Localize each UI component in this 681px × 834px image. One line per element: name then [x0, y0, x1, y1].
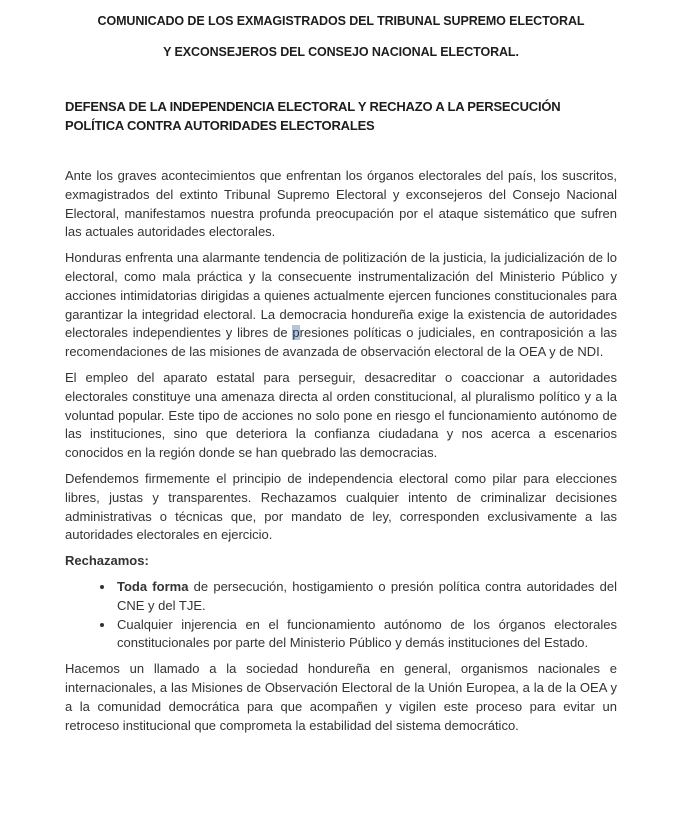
- document-subtitle: DEFENSA DE LA INDEPENDENCIA ELECTORAL Y RECHAZO A LA PERSECUCIÓN POLÍTICA CONTRA AUTORIDADES ELECTORALES: [65, 99, 561, 133]
- list-item-text: de persecución, hostigamiento o presión política contra autoridades del CNE y del TJE.: [117, 578, 617, 613]
- document-body: [65, 167, 617, 735]
- document-title: [65, 14, 617, 59]
- paragraph-context-before-highlight: Honduras enfrenta una alarmante tendencia de politización de la justicia, la judicialización de lo electoral, como mala práctica y la consecuente instrumentalización del Ministerio Público y acciones intimidatorias dirigidas a quienes actualmente ejercen funciones constitucionales para garantizar la integridad electoral. La democracia hondureña exige la existencia de autoridades electorales independientes y libres de: [65, 250, 617, 341]
- paragraph-intro: Ante los graves acontecimientos que enfrentan los órganos electorales del país, los suscritos, exmagistrados del extinto Tribunal Supremo Electoral y exconsejeros del Consejo Nacional Electoral, manifestamos nuestra profunda preocupación por el ataque sistemático que sufren las actuales autoridades electorales.: [65, 168, 617, 240]
- rechazamos-heading: Rechazamos:: [65, 553, 149, 569]
- list-item-bold-lead: Toda forma: [117, 578, 189, 594]
- paragraph-context-after-highlight: resiones políticas o judiciales, en contraposición a las recomendaciones de las misiones de avanzada de observación electoral de la OEA y de NDI.: [65, 325, 618, 360]
- paragraph-state-apparatus: El empleo del aparato estatal para perseguir, desacreditar o coaccionar a autoridades electorales constituye una amenaza directa al orden constitucional, al pluralismo político y a la voluntad popular. Este tipo de acciones no solo pone en riesgo el funcionamiento autónomo de las instituciones, sino que deteriora la confianza ciudadana y nos acerca a escenarios conocidos en la región donde se han quebrado las democracias.: [65, 369, 617, 461]
- text-selection-highlight: p: [292, 325, 300, 341]
- title-line-1: COMUNICADO DE LOS EXMAGISTRADOS DEL TRIBUNAL SUPREMO ELECTORAL: [97, 14, 585, 28]
- title-line-2: Y EXCONSEJEROS DEL CONSEJO NACIONAL ELECTORAL.: [163, 45, 519, 59]
- list-item-text: Cualquier injerencia en el funcionamiento autónomo de los órganos electorales constitucionales por parte del Ministerio Público y demás instituciones del Estado.: [117, 616, 617, 651]
- paragraph-defense-principle: Defendemos firmemente el principio de independencia electoral como pilar para elecciones libres, justas y transparentes. Rechazamos cualquier intento de criminalizar decisiones administrativas o técnicas que, por mandato de ley, corresponden exclusivamente a las autoridades electorales en ejercicio.: [65, 470, 617, 543]
- rejection-list: [65, 578, 617, 653]
- paragraph-closing-call: Hacemos un llamado a la sociedad hondureña en general, organismos nacionales e internacionales, a las Misiones de Observación Electoral de la Unión Europea, a la de la OEA y a la comunidad democrática para que acompañen y vigilen este proceso para evitar un retroceso institucional que comprometa la estabilidad del sistema democrático.: [65, 661, 617, 733]
- list-item-interference: [115, 616, 617, 654]
- paragraph-context: [65, 249, 617, 362]
- list-item-persecution: [115, 578, 617, 616]
